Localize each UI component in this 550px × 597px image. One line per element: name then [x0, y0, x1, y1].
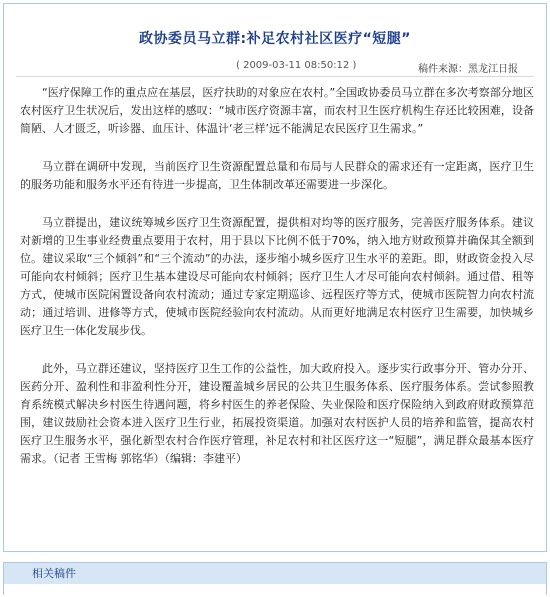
paragraph-2: 马立群在调研中发现，当前医疗卫生资源配置总量和布局与人民群众的需求还有一定距离，医疗卫生的服务功能和服务水平还有待进一步提高，卫生体制改革还需要进一步深化。 — [20, 160, 534, 191]
publish-time: ( 2009-03-11 08:50:12 ) — [236, 60, 357, 71]
article-panel — [3, 3, 547, 552]
article-body — [20, 84, 534, 488]
paragraph-4: 此外，马立群还建议，坚持医疗卫生工作的公益性，加大政府投入。逐步实行政事分开、管办分开、医药分开、盈利性和非盈利性分开，建设覆盖城乡居民的公共卫生服务体系、医疗服务体系。尝试参照教育系统模式解决乡村医生待遇问题，将乡村医生的养老保险、失业保险和医疗保险纳入到政府财政预算范围，建议鼓励社会资本进入医疗卫生行业，拓展投资渠道。加强对农村医护人员的培养和监管，提高农村医疗卫生服务水平，强化新型农村合作医疗管理，补足农村和社区医疗这一“短腿”，满足群众最基本医疗需求。（记者 王雪梅 郭铭华）（编辑：李建平） — [20, 362, 534, 465]
title-divider — [16, 76, 534, 77]
paragraph-1: “医疗保障工作的重点应在基层，医疗扶助的对象应在农村。”全国政协委员马立群在多次考察部分地区农村医疗卫生状况后，发出这样的感叹：“城市医疗资源丰富，而农村卫生医疗机构生存还比较困难，设备简陋、人才匮乏，听诊器、血压计、体温计‘老三样’远不能满足农民医疗卫生需求。” — [20, 86, 534, 135]
related-articles-header: 相关稿件 — [4, 563, 546, 584]
article-title: 政协委员马立群:补足农村社区医疗“短腿” — [139, 31, 411, 47]
paragraph-3: 马立群提出，建议统筹城乡医疗卫生资源配置，提供相对均等的医疗服务，完善医疗服务体系。建议对新增的卫生事业经费重点要用于农村，用于县以下比例不低于70%，纳入地方财政预算并确保其全额到位。建议采取“三个倾斜”和“三个流动”的办法，逐步缩小城乡医疗卫生水平的差距。即，财政资金投入尽可能向农村倾斜；医疗卫生基本建设尽可能向农村倾斜；医疗卫生人才尽可能向农村倾斜。通过借、租等方式，使城市医院闲置设备向农村流动；通过专家定期巡诊、远程医疗等方式，使城市医院智力向农村流动；通过培训、进修等方式，使城市医院经验向农村流动。从而更好地满足农村医疗卫生需要，加快城乡医疗卫生一体化发展步伐。 — [20, 216, 534, 337]
article-source: 稿件来源：黑龙江日报 — [418, 64, 518, 75]
related-articles-panel — [3, 562, 547, 595]
article-meta — [4, 60, 546, 74]
